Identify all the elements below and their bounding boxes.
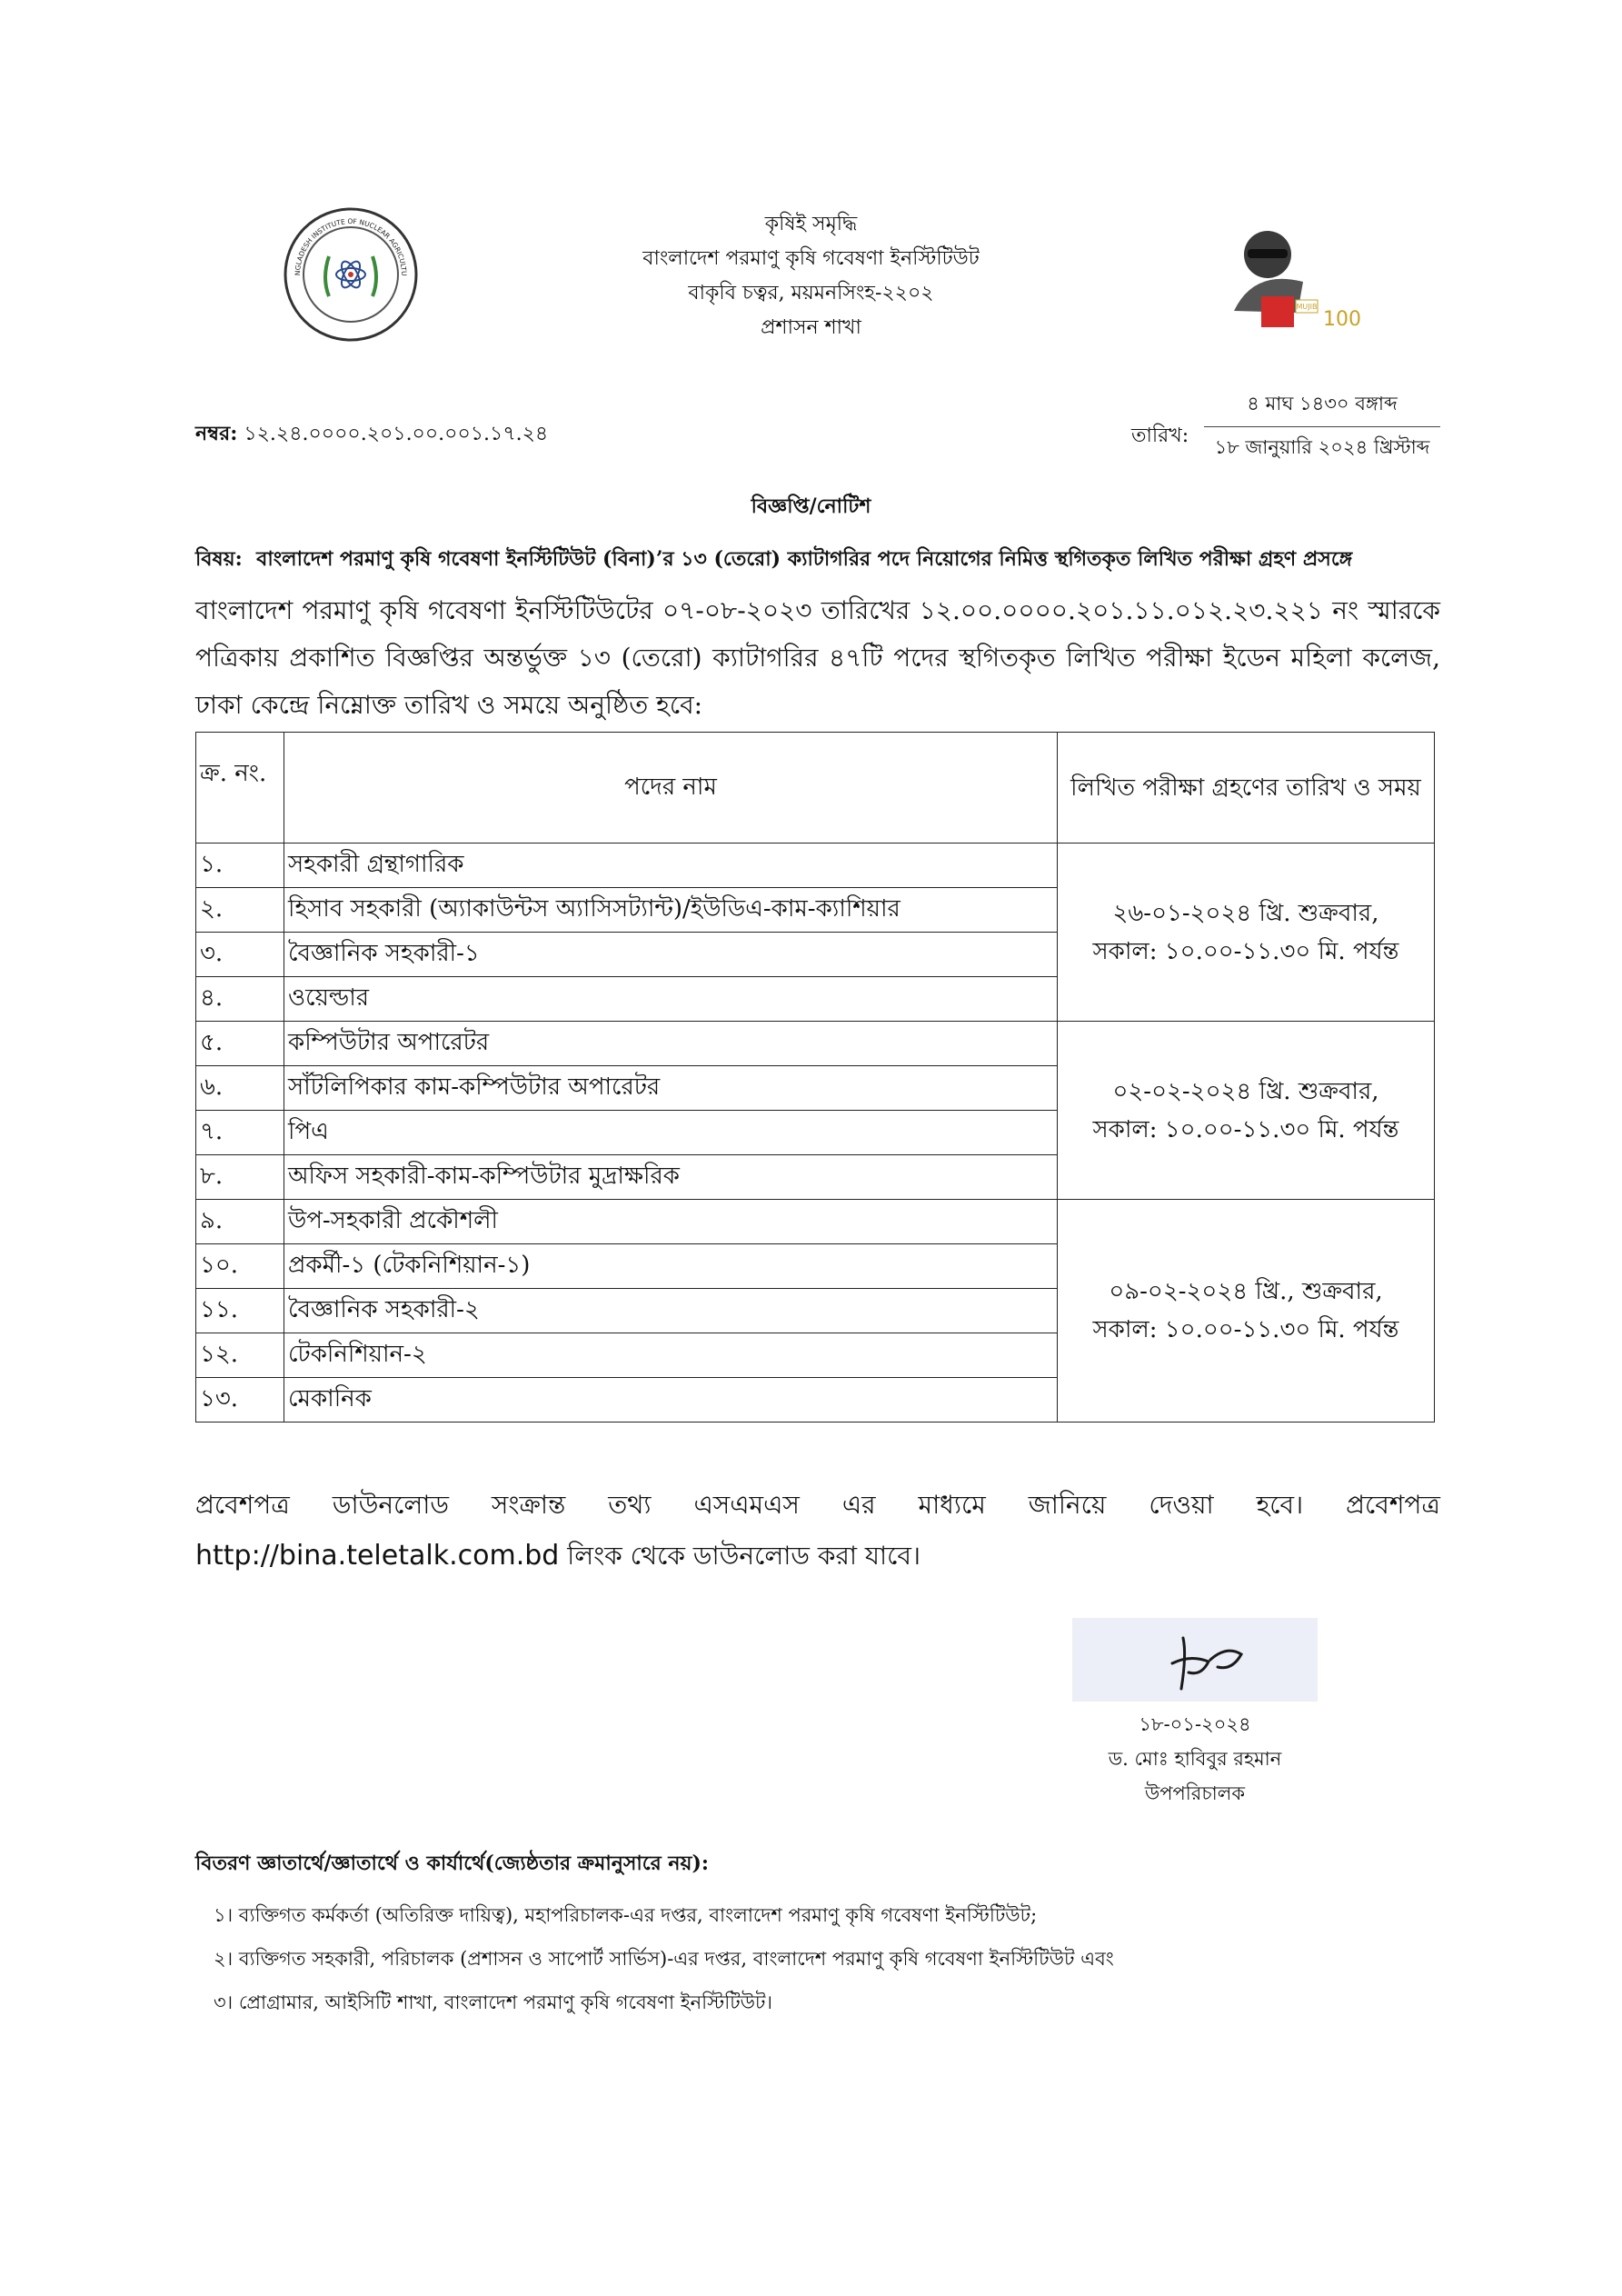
- serial-cell: ৩.: [196, 933, 284, 977]
- memo-number: [195, 418, 548, 452]
- post-cell: বৈজ্ঞানিক সহকারী-২: [284, 1289, 1058, 1333]
- exam-time-cell: [1058, 844, 1435, 1022]
- word: মাধ্যমে: [918, 1490, 986, 1520]
- post-cell: কম্পিউটার অপারেটর: [284, 1022, 1058, 1066]
- word: হবে।: [1256, 1490, 1304, 1520]
- signatory-name: ড. মোঃ হাবিবুর রহমান: [1108, 1748, 1282, 1770]
- download-text: লিংক থেকে ডাউনলোড করা যাবে।: [559, 1541, 920, 1571]
- exam-date: ২৬-০১-২০২৪ খ্রি. শুক্রবার,: [1112, 899, 1379, 927]
- word: ডাউনলোড: [332, 1490, 449, 1520]
- post-cell: প্রকর্মী-১ (টেকনিশিয়ান-১): [284, 1244, 1058, 1289]
- serial-cell: ১১.: [196, 1289, 284, 1333]
- table-row: [196, 1022, 1435, 1066]
- serial-cell: ৪.: [196, 977, 284, 1022]
- serial-cell: ১২.: [196, 1333, 284, 1378]
- signatory-designation: উপপরিচালক: [1144, 1782, 1246, 1804]
- notice-title: বিজ্ঞপ্তি/নোটিশ: [751, 494, 871, 518]
- distribution-title: বিতরণ জ্ঞাতার্থে/জ্ঞাতার্থে ও কার্যার্থে(জ্যেষ্ঠতার ক্রমানুসারে নয়):: [195, 1852, 710, 1875]
- signature-image: [1072, 1618, 1318, 1702]
- exam-schedule-table: [195, 732, 1435, 1423]
- header-serial: ক্র. নং.: [196, 733, 284, 844]
- post-cell: উপ-সহকারী প্রকৌশলী: [284, 1200, 1058, 1244]
- date-block: [1204, 389, 1440, 464]
- post-cell: অফিস সহকারী-কাম-কম্পিউটার মুদ্রাক্ষরিক: [284, 1155, 1058, 1200]
- exam-time: সকাল: ১০.০০-১১.৩০ মি. পর্যন্ত: [1092, 1115, 1399, 1143]
- post-cell: সহকারী গ্রন্থাগারিক: [284, 844, 1058, 888]
- institute-name: বাংলাদেশ পরমাণু কৃষি গবেষণা ইনস্টিটিউট: [642, 247, 980, 270]
- serial-cell: ১৩.: [196, 1378, 284, 1423]
- svg-text:BANGLADESH INSTITUTE OF NUCLEA: NGLADESH INSTITUTE OF NUCLEAR AGRICULTU: [293, 216, 409, 276]
- header-post: পদের নাম: [284, 733, 1058, 844]
- svg-text:100: 100: [1323, 308, 1361, 331]
- post-cell: পিএ: [284, 1111, 1058, 1155]
- bina-logo: [282, 205, 420, 344]
- mujib-100-logo: [1218, 216, 1361, 338]
- word: দেওয়া: [1149, 1490, 1214, 1520]
- subject-text: বাংলাদেশ পরমাণু কৃষি গবেষণা ইনস্টিটিউট (বিনা)’র ১৩ (তেরো) ক্যাটাগরির পদে নিয়োগের নিমিত্ত স্থগিতকৃত লিখিত পরীক্ষা গ্রহণ প্রসঙ্গে: [256, 547, 1353, 571]
- serial-cell: ৬.: [196, 1066, 284, 1111]
- post-cell: ওয়েল্ডার: [284, 977, 1058, 1022]
- motto: কৃষিই সমৃদ্ধি: [764, 213, 858, 235]
- subject-label: বিষয়:: [195, 547, 243, 571]
- svg-text:MUJIB: MUJIB: [1296, 303, 1318, 311]
- exam-time-cell: [1058, 1200, 1435, 1423]
- memo-number-label: নম্বর:: [195, 422, 238, 445]
- post-cell: বৈজ্ঞানিক সহকারী-১: [284, 933, 1058, 977]
- header-time: লিখিত পরীক্ষা গ্রহণের তারিখ ও সময়: [1058, 733, 1435, 844]
- word: জানিয়ে: [1028, 1490, 1107, 1520]
- date-english: ১৮ জানুয়ারি ২০২৪ খ্রিস্টাব্দ: [1214, 436, 1430, 458]
- serial-cell: ২.: [196, 888, 284, 933]
- signature-date: ১৮-০১-২০২৪: [1139, 1713, 1251, 1735]
- section-name: প্রশাসন শাখা: [761, 316, 861, 339]
- exam-time-cell: [1058, 1022, 1435, 1200]
- memo-number-value: ১২.২৪.০০০০.২০১.০০.০০১.১৭.২৪: [244, 423, 549, 445]
- table-row: [196, 1200, 1435, 1244]
- exam-time: সকাল: ১০.০০-১১.৩০ মি. পর্যন্ত: [1092, 1316, 1399, 1343]
- serial-cell: ১.: [196, 844, 284, 888]
- letterhead: [509, 207, 1113, 345]
- word: প্রবেশপত্র: [195, 1490, 290, 1520]
- admit-card-url: http://bina.teletalk.com.bd: [195, 1540, 560, 1572]
- admit-card-line-2: [195, 1531, 1440, 1582]
- date-bangla: ৪ মাঘ ১৪৩০ বঙ্গাব্দ: [1204, 389, 1440, 427]
- date-label: তারিখ:: [1131, 424, 1189, 447]
- exam-time: সকাল: ১০.০০-১১.৩০ মি. পর্যন্ত: [1092, 937, 1399, 965]
- serial-cell: ৭.: [196, 1111, 284, 1155]
- word: এসএমএস: [693, 1490, 800, 1520]
- serial-cell: ৮.: [196, 1155, 284, 1200]
- table-row: [196, 844, 1435, 888]
- list-item: ২। ব্যক্তিগত সহকারী, পরিচালক (প্রশাসন ও সাপোর্ট সার্ভিস)-এর দপ্তর, বাংলাদেশ পরমাণু কৃষি গবেষণা ইনস্টিটিউট এবং: [214, 1948, 1114, 1970]
- serial-cell: ৯.: [196, 1200, 284, 1244]
- serial-cell: ৫.: [196, 1022, 284, 1066]
- list-item: ৩। প্রোগ্রামার, আইসিটি শাখা, বাংলাদেশ পরমাণু কৃষি গবেষণা ইনস্টিটিউট।: [214, 1992, 772, 2013]
- post-cell: হিসাব সহকারী (অ্যাকাউন্টস অ্যাসিসট্যান্ট)/ইউডিএ-কাম-ক্যাশিয়ার: [284, 888, 1058, 933]
- signature-block: [1045, 1707, 1345, 1811]
- admit-card-info: [195, 1480, 1440, 1582]
- post-cell: টেকনিশিয়ান-২: [284, 1333, 1058, 1378]
- subject-line: [195, 544, 1445, 577]
- word: সংক্রান্ত: [491, 1490, 566, 1520]
- distribution-list: [214, 1893, 1114, 2024]
- post-cell: সাঁটলিপিকার কাম-কম্পিউটার অপারেটর: [284, 1066, 1058, 1111]
- intro-paragraph: বাংলাদেশ পরমাণু কৃষি গবেষণা ইনস্টিটিউটের ০৭-০৮-২০২৩ তারিখের ১২.০০.০০০০.২০১.১১.০১২.২৩.২২১ নং স্মারকে পত্রিকায় প্রকাশিত বিজ্ঞপ্তির অন্তর্ভুক্ত ১৩ (তেরো) ক্যাটাগরির ৪৭টি পদের স্থগিতকৃত লিখিত পরীক্ষা ইডেন মহিলা কলেজ, ঢাকা কেন্দ্রে নিম্নোক্ত তারিখ ও সময়ে অনুষ্ঠিত হবে:: [195, 595, 1440, 720]
- table-header-row: [196, 733, 1435, 844]
- list-item: ১। ব্যক্তিগত কর্মকর্তা (অতিরিক্ত দায়িত্ব), মহাপরিচালক-এর দপ্তর, বাংলাদেশ পরমাণু কৃষি গবেষণা ইনস্টিটিউট;: [214, 1904, 1038, 1926]
- serial-cell: ১০.: [196, 1244, 284, 1289]
- admit-card-line-1: [195, 1480, 1440, 1531]
- exam-date: ০২-০২-২০২৪ খ্রি. শুক্রবার,: [1112, 1077, 1379, 1105]
- exam-date: ০৯-০২-২০২৪ খ্রি., শুক্রবার,: [1109, 1278, 1383, 1305]
- post-cell: মেকানিক: [284, 1378, 1058, 1423]
- institute-address: বাকৃবি চত্বর, ময়মনসিংহ-২২০২: [688, 282, 934, 304]
- word: প্রবেশপত্র: [1346, 1490, 1440, 1520]
- word: এর: [841, 1490, 876, 1520]
- word: তথ্য: [608, 1490, 652, 1520]
